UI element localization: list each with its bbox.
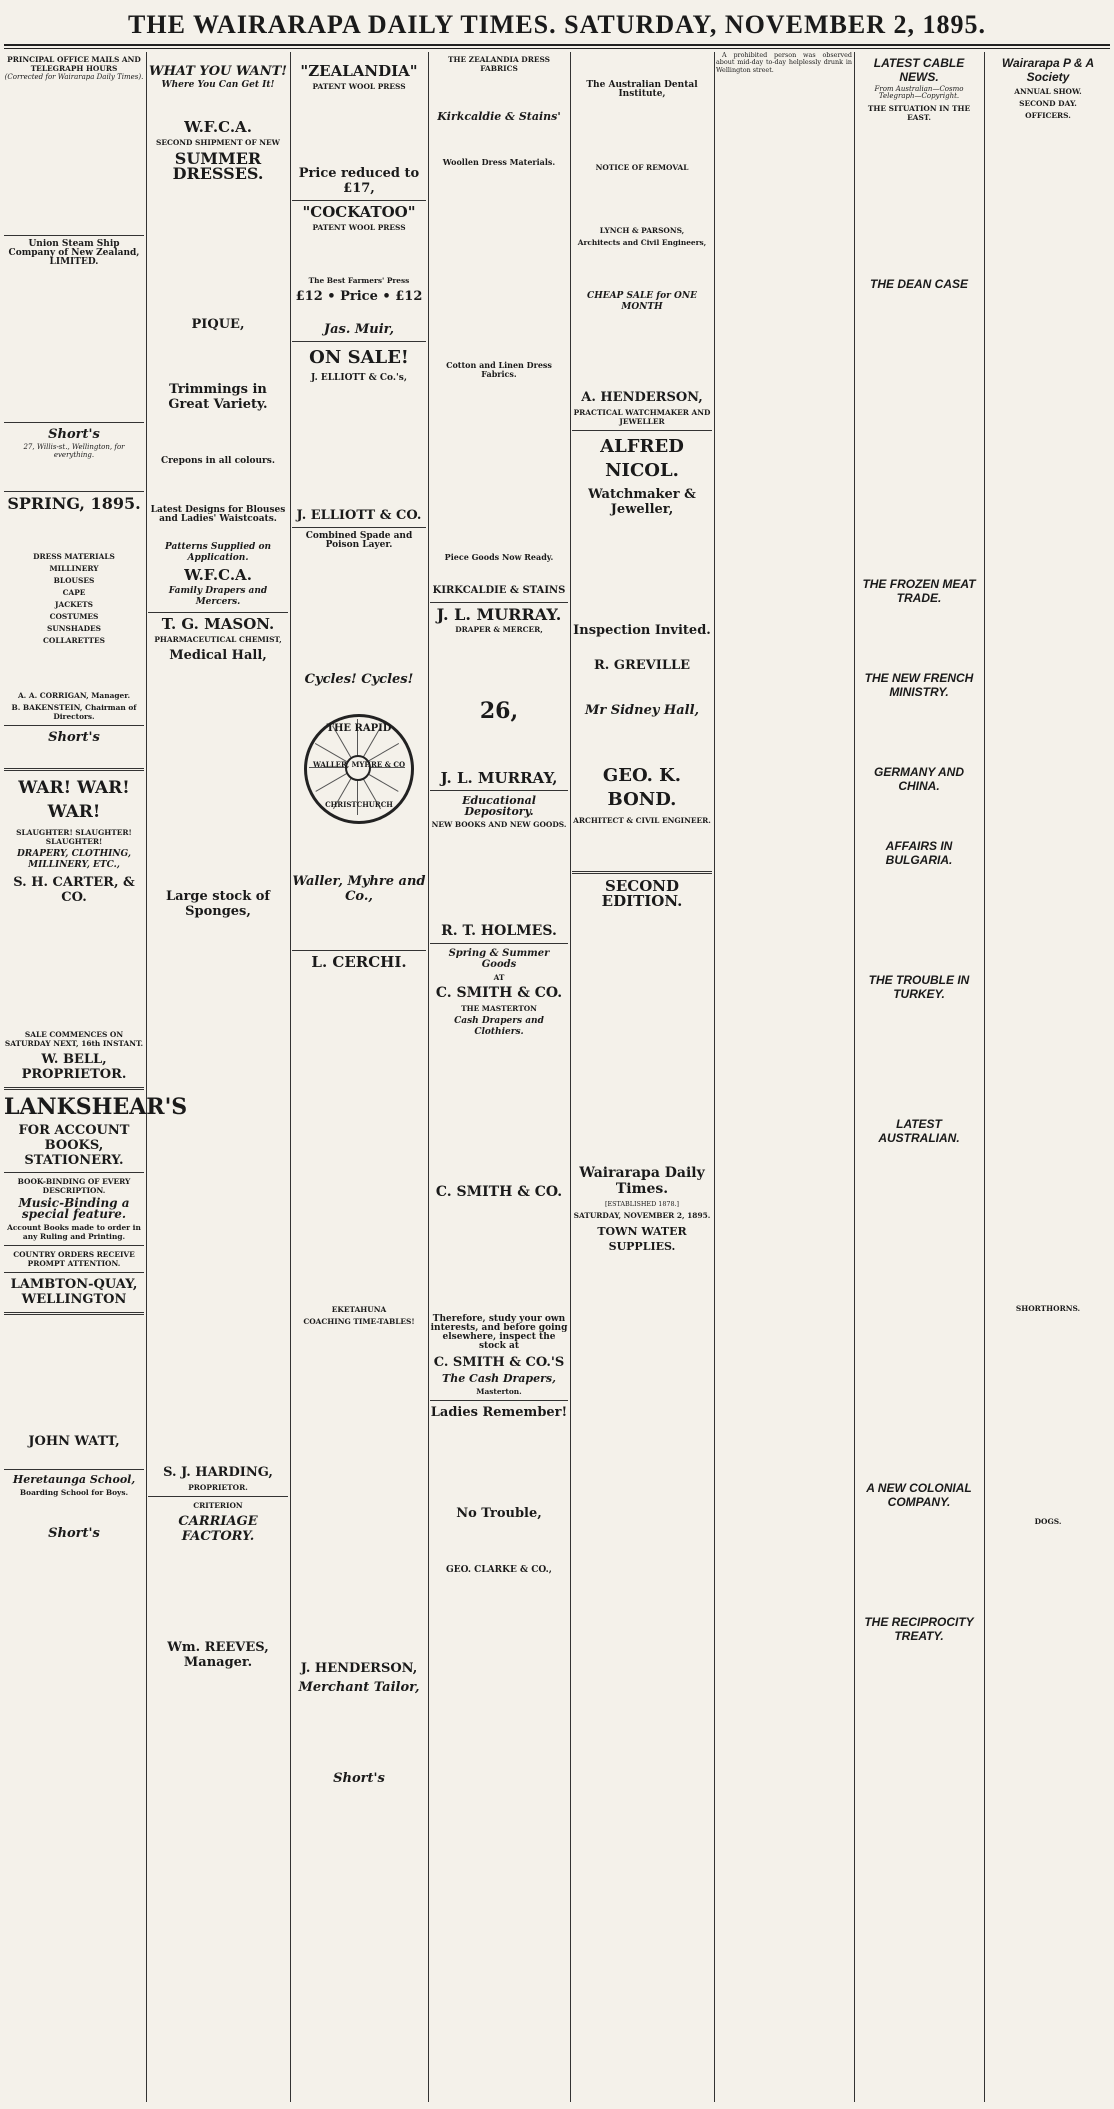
family-drapers: Family Drapers and Mercers. — [168, 586, 268, 607]
smith-co-2: C. SMITH & CO. — [435, 1184, 563, 1200]
cash-drapers-2: The Cash Drapers, — [442, 1372, 556, 1385]
cash-drapers: Cash Drapers and Clothiers. — [454, 1016, 544, 1037]
heretaunga-school: Heretaunga School, — [12, 1473, 136, 1487]
column-divider — [854, 52, 855, 2102]
spring-heading: SPRING, 1895. — [7, 494, 141, 514]
wfca-2: W.F.C.A. — [184, 566, 252, 584]
combined-spade: Combined Spade and Poison Layer. — [305, 531, 413, 550]
pique: PIQUE, — [191, 317, 245, 332]
cotton-linen: Cotton and Linen Dress Fabrics. — [446, 360, 552, 379]
sale-line: SALE COMMENCES ON SATURDAY NEXT, 16th INSTANT. — [4, 1030, 144, 1049]
therefore-study: Therefore, study your own interests, and before going elsewhere, inspect the stock at — [430, 1314, 568, 1351]
smith-co-3: C. SMITH & CO.'S — [433, 1355, 565, 1370]
corrigan-signature: A. A. CORRIGAN, Manager. — [17, 691, 131, 701]
masthead-title: THE WAIRARAPA DAILY TIMES. SATURDAY, NOVEMBER 2, 1895. — [128, 10, 986, 39]
cerchi-name: L. CERCHI. — [311, 953, 407, 971]
mails-subheading: (Corrected for Wairarapa Daily Times). — [4, 73, 144, 81]
union-heading: Union Steam Ship Company of New Zealand, LIMITED. — [8, 239, 140, 268]
waller-myhre: Waller, Myhre and Co., — [292, 874, 426, 904]
rapid-logo-top: THE RAPID — [326, 723, 392, 734]
column-divider — [146, 52, 147, 2102]
what-you-want: WHAT YOU WANT! — [148, 64, 288, 79]
lankshear-heading: LANKSHEAR'S — [4, 1094, 188, 1121]
column-divider — [428, 52, 429, 2102]
holmes-name: R. T. HOLMES. — [441, 923, 557, 939]
architects: Architects and Civil Engineers, — [577, 238, 707, 247]
masthead-rule — [4, 44, 1110, 46]
inspection-invited: Inspection Invited. — [573, 623, 711, 638]
bookbinding-line: BOOK-BINDING OF EVERY DESCRIPTION. — [17, 1177, 131, 1196]
alfred-nicol: ALFRED NICOL. — [600, 436, 684, 481]
lynch-parsons: LYNCH & PARSONS, — [599, 226, 685, 235]
steamer-schedule — [4, 268, 144, 418]
cable-subheading: From Australian—Cosmo Telegraph—Copyright. — [874, 85, 964, 101]
rapid-logo-name: WALLER, MYHRE & CO — [312, 760, 406, 769]
water-supplies: TOWN WATER SUPPLIES. — [597, 1225, 687, 1254]
ruling-line: Account Books made to order in any Ruling and Printing. — [7, 1223, 141, 1242]
trimmings: Trimmings in Great Variety. — [168, 382, 268, 412]
henderson-name: J. HENDERSON, — [300, 1661, 418, 1676]
latest-australian: LATEST AUSTRALIAN. — [878, 1116, 960, 1145]
number-26: 26, — [479, 698, 519, 724]
society-heading: Wairarapa P & A Society — [1001, 56, 1095, 84]
geo-bond: GEO. K. BOND. — [602, 765, 682, 810]
new-books: NEW BOOKS AND NEW GOODS. — [431, 820, 567, 829]
column-divider — [570, 52, 571, 2102]
reeves-manager: Wm. REEVES, Manager. — [167, 1640, 269, 1670]
educational-depository: Educational Depository. — [462, 794, 536, 818]
woollen-materials: Woollen Dress Materials. — [442, 157, 556, 167]
sponges: Large stock of Sponges, — [165, 889, 270, 919]
architect-engineer: ARCHITECT & CIVIL ENGINEER. — [573, 816, 711, 825]
mason-name: T. G. MASON. — [161, 615, 275, 633]
times-title: Wairarapa Daily Times. — [579, 1165, 705, 1197]
best-press: The Best Farmers' Press — [308, 276, 410, 285]
spring-item: COSTUMES — [49, 612, 99, 622]
slaughter-line: SLAUGHTER! SLAUGHTER! SLAUGHTER! — [16, 828, 132, 847]
frozen-meat-trade: THE FROZEN MEAT TRADE. — [862, 576, 976, 605]
cockatoo-sub: PATENT WOOL PRESS — [312, 223, 406, 232]
coaching-tables: COACHING TIME-TABLES! — [303, 1317, 415, 1326]
practical-watchmaker: PRACTICAL WATCHMAKER AND JEWELLER — [573, 408, 711, 426]
zealandia-sub: PATENT WOOL PRESS — [312, 82, 406, 91]
zealandia-fabrics: THE ZEALANDIA DRESS FABRICS — [447, 55, 550, 73]
second-day: SECOND DAY. — [1019, 99, 1077, 108]
rapid-wheel-logo — [304, 714, 414, 824]
shorts-ad-1: Short's — [48, 427, 100, 443]
carriage-factory: CARRIAGE FACTORY. — [178, 1514, 258, 1544]
reciprocity-treaty: THE RECIPROCITY TREATY. — [864, 1614, 974, 1643]
where-heading: Where You Can Get It! — [161, 80, 275, 90]
country-orders: COUNTRY ORDERS RECEIVE PROMPT ATTENTION. — [13, 1250, 135, 1269]
notice-removal: NOTICE OF REMOVAL — [595, 163, 689, 172]
murray-name: J. L. MURRAY. — [436, 605, 562, 624]
war-heading: WAR! WAR! WAR! — [18, 778, 130, 823]
masterton-2: Masterton. — [476, 1387, 522, 1396]
spring-summer-goods: Spring & Summer Goods — [448, 948, 550, 970]
boarding-school: Boarding School for Boys. — [19, 1488, 129, 1498]
kirkcaldie-2: KIRKCALDIE & STAINS — [432, 585, 566, 596]
spring-item: JACKETS — [54, 600, 93, 610]
annual-show: ANNUAL SHOW. — [1014, 87, 1082, 96]
established: [ESTABLISHED 1878.] — [604, 1200, 680, 1208]
designs: Latest Designs for Blouses and Ladies' Waistcoats. — [150, 505, 286, 524]
spring-item: MILLINERY — [49, 564, 99, 574]
column-7 — [856, 52, 982, 2102]
column-4 — [430, 52, 568, 2102]
no-trouble: No Trouble, — [456, 1506, 542, 1521]
press-price: £12 • Price • £12 — [295, 289, 423, 304]
pharm-chemist: PHARMACEUTICAL CHEMIST, — [154, 635, 282, 644]
new-colonial-company: A NEW COLONIAL COMPANY. — [866, 1480, 972, 1509]
germany-china: GERMANY AND CHINA. — [873, 764, 964, 793]
ladies-remember: Ladies Remember! — [430, 1405, 568, 1420]
trouble-turkey: THE TROUBLE IN TURKEY. — [868, 972, 970, 1001]
column-divider — [984, 52, 985, 2102]
second-edition: SECOND EDITION. — [601, 877, 683, 910]
draper-mercer: DRAPER & MERCER, — [455, 625, 543, 634]
shorts-ad-1-sub: 27, Willis-st., Wellington, for everything. — [23, 443, 125, 459]
cheap-sale: CHEAP SALE for ONE MONTH — [587, 291, 697, 312]
ekatahuna: EKETAHUNA — [331, 1305, 387, 1314]
elliott-name: J. ELLIOTT & CO. — [296, 508, 422, 523]
column-2 — [148, 52, 288, 2102]
summer-dresses: SUMMER DRESSES. — [172, 149, 264, 183]
at-word: AT — [493, 973, 505, 982]
column-1 — [4, 52, 188, 2102]
elliott-co: J. ELLIOTT & Co.'s, — [311, 373, 407, 383]
new-french-ministry: THE NEW FRENCH MINISTRY. — [864, 670, 974, 699]
column-3 — [292, 52, 426, 2102]
wfca-heading: W.F.C.A. — [184, 118, 252, 136]
harding-name: S. J. HARDING, — [163, 1465, 273, 1480]
bakenstein-signature: B. BAKENSTEIN, Chairman of Directors. — [11, 703, 137, 722]
criterion: CRITERION — [193, 1501, 243, 1510]
dean-case: THE DEAN CASE — [869, 276, 968, 291]
officers: OFFICERS. — [1025, 111, 1071, 120]
spring-item: CAPE — [62, 588, 86, 598]
account-books: FOR ACCOUNT BOOKS, STATIONERY. — [18, 1123, 130, 1169]
murray-name-2: J. L. MURRAY, — [440, 769, 558, 787]
medical-hall: Medical Hall, — [169, 648, 267, 663]
shorthorns: SHORTHORNS. — [1015, 1304, 1081, 1313]
john-watt: JOHN WATT, — [28, 1434, 120, 1450]
column-5 — [572, 52, 712, 2102]
harding-sub: PROPRIETOR. — [188, 1483, 248, 1492]
zealandia-price: Price reduced to £17, — [298, 166, 420, 196]
patterns: Patterns Supplied on Application. — [164, 542, 272, 563]
spring-item: SUNSHADES — [47, 624, 101, 634]
shorts-ad-2: Short's — [48, 730, 100, 746]
news-paragraph: A prohibited person was observed about mid-day to-day helplessly drunk in Wellington street. — [716, 51, 852, 74]
carter-name: S. H. CARTER, & CO. — [13, 875, 135, 906]
on-sale: ON SALE! — [309, 347, 409, 368]
affairs-bulgaria: AFFAIRS IN BULGARIA. — [885, 838, 953, 867]
situation-east: THE SITUATION IN THE EAST. — [867, 103, 971, 122]
smith-co: C. SMITH & CO. — [435, 985, 563, 1001]
merchant-tailor: Merchant Tailor, — [298, 1680, 420, 1695]
second-shipment: SECOND SHIPMENT OF NEW — [156, 138, 280, 147]
dogs: DOGS. — [1034, 1517, 1062, 1526]
clarke-co: GEO. CLARKE & CO., — [446, 1565, 552, 1575]
cockatoo-press: "COCKATOO" — [302, 203, 416, 221]
zealandia-press: "ZEALANDIA" — [300, 62, 418, 80]
greville: R. GREVILLE — [593, 658, 691, 673]
mails-heading: PRINCIPAL OFFICE MAILS AND TELEGRAPH HOURS — [7, 55, 141, 73]
latest-cable-news: LATEST CABLE NEWS. — [873, 56, 965, 84]
spring-item: BLOUSES — [53, 576, 95, 586]
rapid-logo-bottom: CHRISTCHURCH — [325, 800, 393, 809]
the-masterton: THE MASTERTON — [461, 1004, 537, 1013]
spring-item: COLLARETTES — [43, 636, 105, 646]
sidney-hall: Mr Sidney Hall, — [584, 703, 700, 718]
cycles-heading: Cycles! Cycles! — [304, 672, 414, 687]
spring-item: DRESS MATERIALS — [33, 552, 115, 562]
henderson-jeweller: A. HENDERSON, — [581, 390, 703, 405]
mails-text-block — [4, 81, 144, 231]
masthead — [0, 6, 1114, 44]
column-divider — [290, 52, 291, 2102]
dental-institute: The Australian Dental Institute, — [586, 80, 698, 99]
bell-proprietor: W. BELL, PROPRIETOR. — [21, 1052, 127, 1083]
column-8 — [986, 52, 1110, 2102]
column-6 — [716, 52, 852, 2102]
drapery-line: DRAPERY, CLOTHING, MILLINERY, ETC., — [16, 849, 132, 871]
jas-muir: Jas. Muir, — [323, 322, 395, 337]
shorts-ad-col3: Short's — [333, 1771, 385, 1786]
column-divider — [714, 52, 715, 2102]
crepons: Crepons in all colours. — [161, 456, 275, 466]
piece-goods: Piece Goods Now Ready. — [444, 552, 554, 562]
watchmaker-jeweller: Watchmaker & Jeweller, — [588, 487, 696, 517]
shorts-ad-3: Short's — [48, 1526, 100, 1542]
edition-date: SATURDAY, NOVEMBER 2, 1895. — [573, 1211, 711, 1221]
lambton-quay: LAMBTON-QUAY, WELLINGTON — [10, 1277, 138, 1308]
kirkcaldie-heading: Kirkcaldie & Stains' — [437, 110, 561, 123]
masthead-rule-thin — [4, 48, 1110, 49]
music-binding: Music-Binding a special feature. — [18, 1196, 130, 1222]
